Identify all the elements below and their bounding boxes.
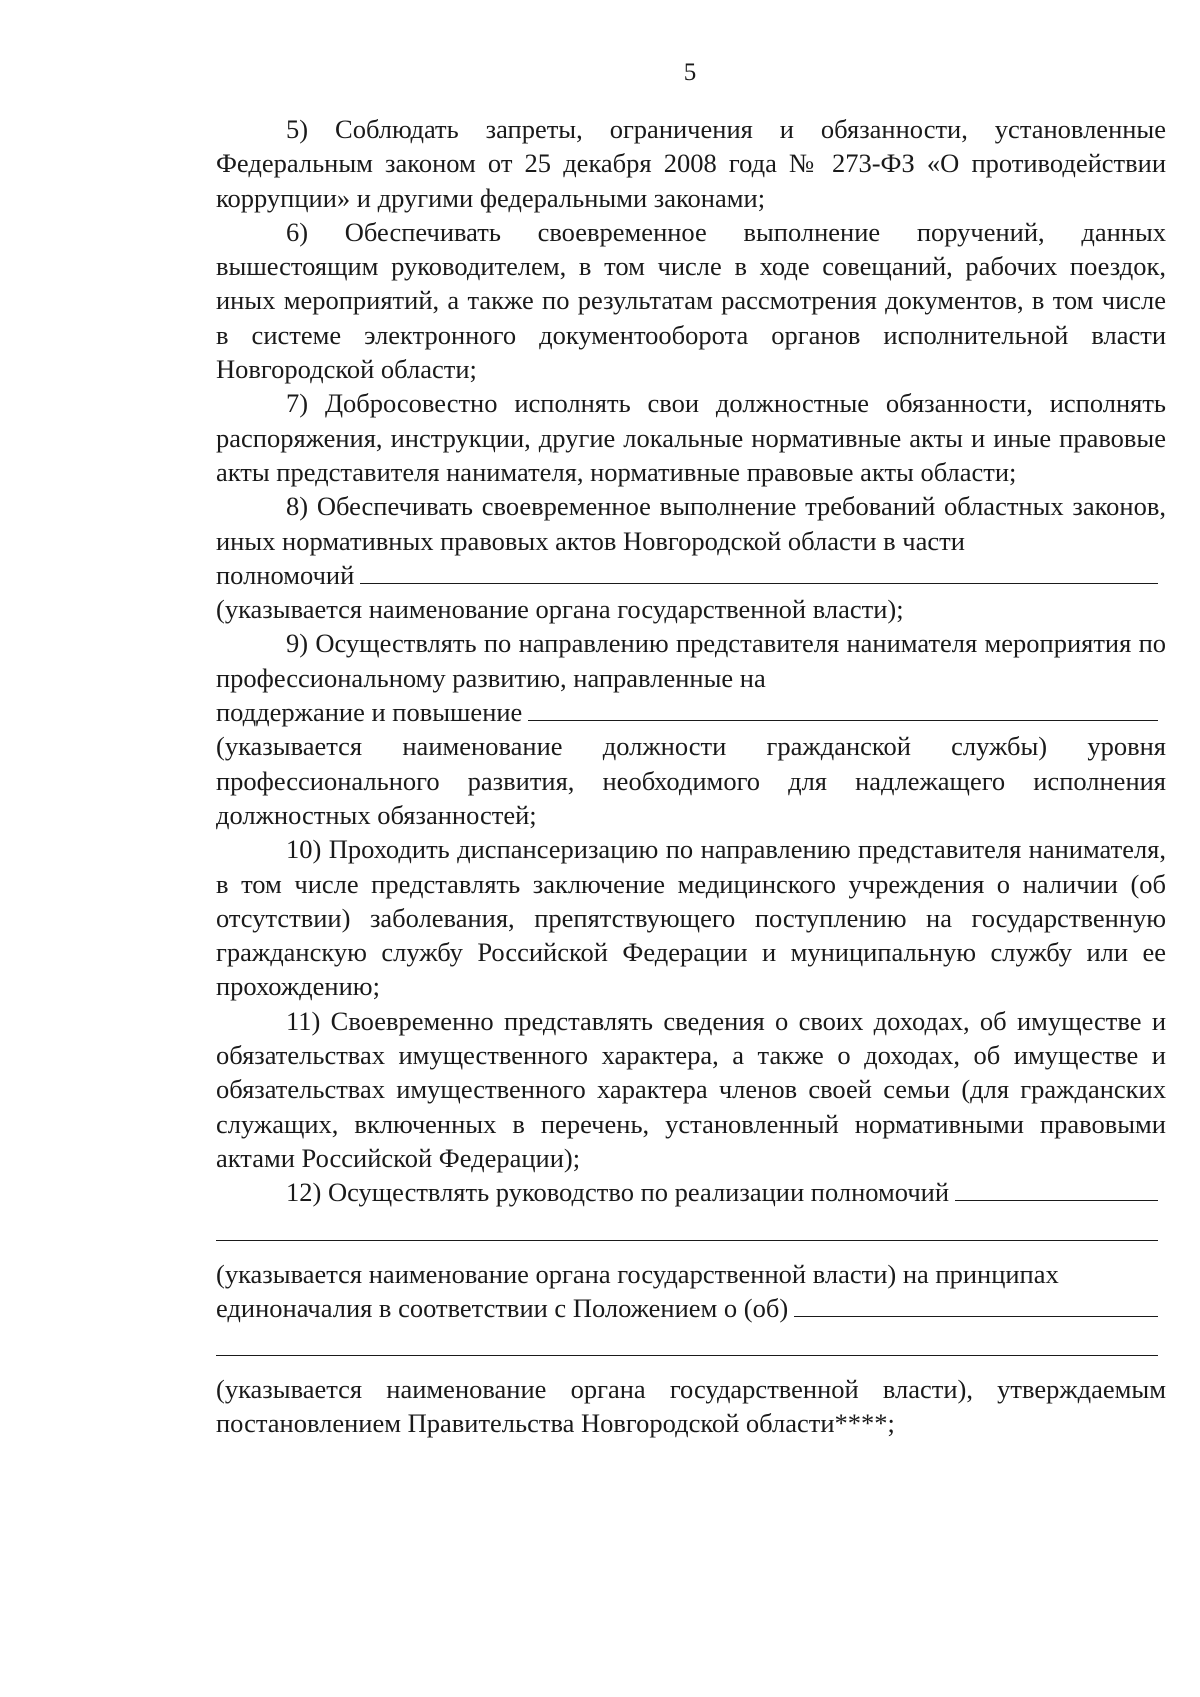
paragraph-10: 10) Проходить диспансеризацию по направлению представителя нанимателя, в том числе представлять заключение медицинского учреждения о наличии (об отсутствии) заболевания, препятствующего поступлению на государственную гражданскую службу Российской Федерации и муниципальную службу или ее прохождению; (216, 834, 1166, 1002)
paragraph-12-second-blank-line (216, 1291, 1166, 1325)
paragraph-9-continuation: (указывается наименование должности гражданской службы) уровня профессионального развития, необходимого для надлежащего исполнения должностных обязанностей; (216, 731, 1166, 830)
paragraph-8-blank-line (216, 558, 1166, 592)
paragraph-12-continuation: (указывается наименование органа государственной власти) на принципах (216, 1258, 1059, 1289)
fill-in-blank (528, 696, 1158, 721)
fill-in-blank-full-line (216, 1218, 1158, 1241)
paragraph-12-end: (указывается наименование органа государственной власти), утверждаемым постановлением Правительства Новгородской области****; (216, 1374, 1166, 1439)
document-body (216, 112, 1166, 1441)
paragraph-12-lead-2: единоначалия в соответствии с Положением о (об) (216, 1292, 789, 1323)
paragraph-6: 6) Обеспечивать своевременное выполнение поручений, данных вышестоящим руководителем, в том числе в ходе совещаний, рабочих поездок, иных мероприятий, а также по результатам рассмотрения документов, в том числе в системе электронного документооборота органов исполнительной власти Новгородской области; (216, 216, 1166, 385)
paragraph-7: 7) Добросовестно исполнять свои должностные обязанности, исполнять распоряжения, инструкции, другие локальные нормативные акты и иные правовые акты представителя нанимателя, нормативные правовые акты области; (216, 388, 1166, 487)
paragraph-9-lead: поддержание и повышение (216, 697, 523, 728)
paragraph-11: 11) Своевременно представлять сведения о своих доходах, об имуществе и обязательствах имущественного характера, а также о доходах, об имуществе и обязательствах имущественного характера членов своей семьи (для гражданских служащих, включенных в перечень, установленный нормативными правовыми актами Российской Федерации); (216, 1005, 1166, 1173)
paragraph-5: 5) Соблюдать запреты, ограничения и обязанности, установленные Федеральным законом от 25 декабря 2008 года № 273-ФЗ «О противодействии коррупции» и другими федеральными законами; (216, 114, 1166, 213)
paragraph-9-blank-line (216, 695, 1166, 729)
fill-in-blank (955, 1176, 1158, 1201)
fill-in-blank (360, 559, 1158, 584)
fill-in-blank-full-line (216, 1333, 1158, 1356)
paragraph-8-note: (указывается наименование органа государственной власти); (216, 594, 904, 625)
page-number: 5 (683, 59, 697, 86)
paragraph-8: 8) Обеспечивать своевременное выполнение требований областных законов, иных нормативных правовых актов Новгородской области в части (216, 491, 1166, 556)
fill-in-blank (794, 1292, 1158, 1317)
paragraph-9: 9) Осуществлять по направлению представителя нанимателя мероприятия по профессиональному развитию, направленные на (216, 628, 1166, 693)
paragraph-12-lead: 12) Осуществлять руководство по реализации полномочий (286, 1177, 950, 1208)
paragraph-8-lead: полномочий (216, 559, 355, 590)
paragraph-12-blank-line (216, 1175, 1166, 1209)
